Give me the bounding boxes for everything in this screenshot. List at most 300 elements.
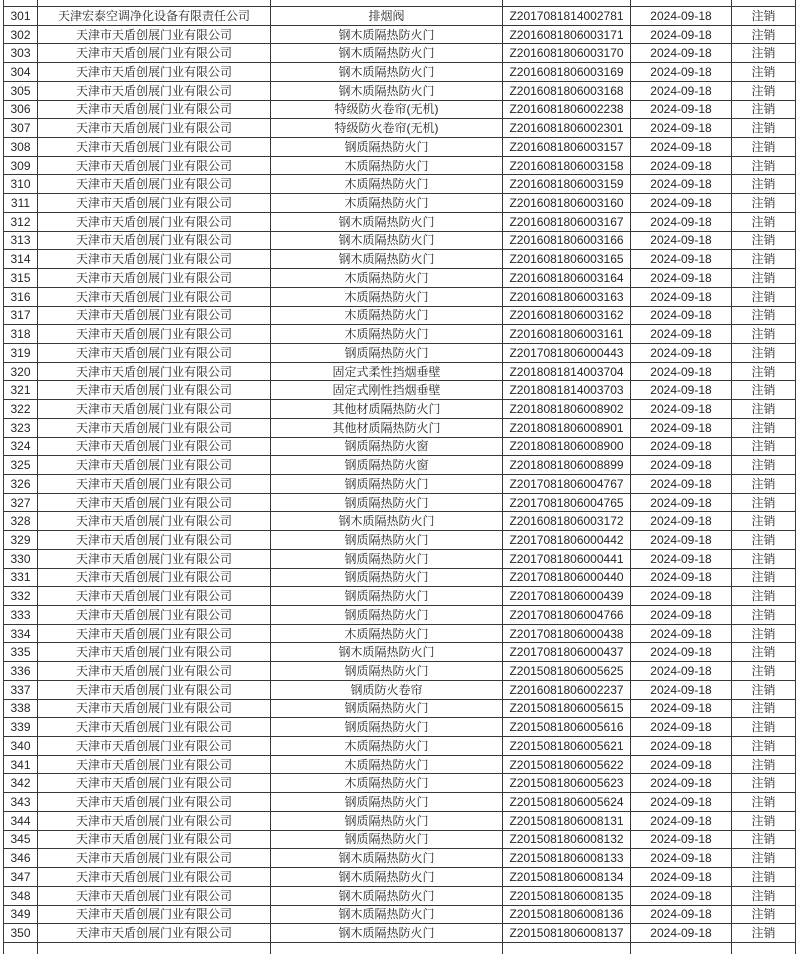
status-cell: 注销 bbox=[732, 793, 796, 812]
table-row bbox=[4, 905, 796, 924]
product-cell: 钢木质隔热防火门 bbox=[271, 868, 503, 887]
row-number-cell: 345 bbox=[4, 830, 38, 849]
product-cell: 钢木质隔热防火门 bbox=[271, 63, 503, 82]
table-row bbox=[4, 343, 796, 362]
status-cell: 注销 bbox=[732, 643, 796, 662]
product-cell: 钢质隔热防火门 bbox=[271, 474, 503, 493]
table-row bbox=[4, 793, 796, 812]
date-cell: 2024-09-18 bbox=[631, 25, 732, 44]
product-cell: 木质隔热防火门 bbox=[271, 287, 503, 306]
row-number-cell: 320 bbox=[4, 362, 38, 381]
product-cell: 其他材质隔热防火门 bbox=[271, 418, 503, 437]
status-cell: 注销 bbox=[732, 362, 796, 381]
date-cell: 2024-09-18 bbox=[631, 437, 732, 456]
product-cell: 特级防火卷帘(无机) bbox=[271, 119, 503, 138]
product-cell: 钢木质隔热防火门 bbox=[271, 250, 503, 269]
certificate-number-cell: Z2017081806004765 bbox=[503, 493, 631, 512]
date-cell: 2024-09-18 bbox=[631, 362, 732, 381]
certificate-number-cell: Z2016081806003158 bbox=[503, 156, 631, 175]
certificate-number-cell bbox=[503, 942, 631, 954]
table-row bbox=[4, 400, 796, 419]
row-number-cell: 309 bbox=[4, 156, 38, 175]
status-cell: 注销 bbox=[732, 587, 796, 606]
product-cell: 木质隔热防火门 bbox=[271, 156, 503, 175]
row-number-cell: 341 bbox=[4, 755, 38, 774]
table-row bbox=[4, 138, 796, 157]
date-cell: 2024-09-18 bbox=[631, 400, 732, 419]
certificate-number-cell: Z2015081806008133 bbox=[503, 849, 631, 868]
row-number-cell: 302 bbox=[4, 25, 38, 44]
row-number-cell: 338 bbox=[4, 699, 38, 718]
status-cell: 注销 bbox=[732, 175, 796, 194]
table-row bbox=[4, 531, 796, 550]
date-cell: 2024-09-18 bbox=[631, 737, 732, 756]
certificate-number-cell: Z2016081806002238 bbox=[503, 100, 631, 119]
date-cell: 2024-09-18 bbox=[631, 306, 732, 325]
certificate-records-table bbox=[3, 0, 796, 954]
certificate-number-cell: Z2016081806003169 bbox=[503, 63, 631, 82]
company-cell: 天津市天盾创展门业有限公司 bbox=[38, 793, 271, 812]
product-cell: 其他材质隔热防火门 bbox=[271, 400, 503, 419]
row-number-cell: 321 bbox=[4, 381, 38, 400]
status-cell: 注销 bbox=[732, 325, 796, 344]
table-row bbox=[4, 849, 796, 868]
status-cell: 注销 bbox=[732, 81, 796, 100]
product-cell: 钢质隔热防火门 bbox=[271, 343, 503, 362]
certificate-number-cell: Z2015081806005623 bbox=[503, 774, 631, 793]
row-number-cell: 348 bbox=[4, 886, 38, 905]
table-row bbox=[4, 269, 796, 288]
product-cell: 木质隔热防火门 bbox=[271, 175, 503, 194]
company-cell: 天津市天盾创展门业有限公司 bbox=[38, 138, 271, 157]
company-cell: 天津市天盾创展门业有限公司 bbox=[38, 25, 271, 44]
table-row bbox=[4, 830, 796, 849]
company-cell: 天津市天盾创展门业有限公司 bbox=[38, 811, 271, 830]
product-cell: 钢木质隔热防火门 bbox=[271, 25, 503, 44]
certificate-number-cell: Z2016081806002301 bbox=[503, 119, 631, 138]
row-number-cell: 325 bbox=[4, 456, 38, 475]
date-cell: 2024-09-18 bbox=[631, 924, 732, 943]
clipped-row-below bbox=[4, 942, 796, 954]
date-cell: 2024-09-18 bbox=[631, 886, 732, 905]
row-number-cell: 349 bbox=[4, 905, 38, 924]
status-cell: 注销 bbox=[732, 194, 796, 213]
certificate-number-cell: Z2016081806003167 bbox=[503, 212, 631, 231]
company-cell: 天津市天盾创展门业有限公司 bbox=[38, 269, 271, 288]
status-cell: 注销 bbox=[732, 343, 796, 362]
table-row bbox=[4, 156, 796, 175]
product-cell: 钢质隔热防火门 bbox=[271, 793, 503, 812]
company-cell: 天津市天盾创展门业有限公司 bbox=[38, 400, 271, 419]
company-cell: 天津宏泰空调净化设备有限责任公司 bbox=[38, 7, 271, 26]
company-cell: 天津市天盾创展门业有限公司 bbox=[38, 418, 271, 437]
table-row bbox=[4, 924, 796, 943]
company-cell: 天津市天盾创展门业有限公司 bbox=[38, 774, 271, 793]
company-cell: 天津市天盾创展门业有限公司 bbox=[38, 343, 271, 362]
date-cell: 2024-09-18 bbox=[631, 269, 732, 288]
certificate-number-cell: Z2015081806005624 bbox=[503, 793, 631, 812]
row-number-cell: 350 bbox=[4, 924, 38, 943]
certificate-number-cell: Z2015081806008134 bbox=[503, 868, 631, 887]
certificate-number-cell: Z2018081806008899 bbox=[503, 456, 631, 475]
table-row bbox=[4, 63, 796, 82]
product-cell: 钢木质隔热防火门 bbox=[271, 849, 503, 868]
table-row bbox=[4, 774, 796, 793]
status-cell: 注销 bbox=[732, 63, 796, 82]
product-cell: 钢木质隔热防火门 bbox=[271, 231, 503, 250]
row-number-cell: 336 bbox=[4, 662, 38, 681]
date-cell: 2024-09-18 bbox=[631, 175, 732, 194]
product-cell: 钢木质隔热防火门 bbox=[271, 44, 503, 63]
row-number-cell: 347 bbox=[4, 868, 38, 887]
company-cell: 天津市天盾创展门业有限公司 bbox=[38, 119, 271, 138]
certificate-number-cell: Z2016081806003161 bbox=[503, 325, 631, 344]
certificate-number-cell: Z2016081806003157 bbox=[503, 138, 631, 157]
product-cell: 钢质隔热防火门 bbox=[271, 531, 503, 550]
company-cell: 天津市天盾创展门业有限公司 bbox=[38, 493, 271, 512]
table-row bbox=[4, 606, 796, 625]
certificate-number-cell: Z2017081806000438 bbox=[503, 624, 631, 643]
row-number-cell: 318 bbox=[4, 325, 38, 344]
certificate-number-cell: Z2016081806003164 bbox=[503, 269, 631, 288]
status-cell: 注销 bbox=[732, 474, 796, 493]
date-cell: 2024-09-18 bbox=[631, 774, 732, 793]
certificate-number-cell: Z2016081806003168 bbox=[503, 81, 631, 100]
table-row bbox=[4, 119, 796, 138]
product-cell: 钢木质隔热防火门 bbox=[271, 905, 503, 924]
table-row bbox=[4, 662, 796, 681]
product-cell: 钢质隔热防火窗 bbox=[271, 437, 503, 456]
row-number-cell: 313 bbox=[4, 231, 38, 250]
status-cell: 注销 bbox=[732, 680, 796, 699]
table-body bbox=[4, 7, 796, 943]
company-cell: 天津市天盾创展门业有限公司 bbox=[38, 194, 271, 213]
product-cell: 钢质隔热防火门 bbox=[271, 549, 503, 568]
product-cell: 钢木质隔热防火门 bbox=[271, 886, 503, 905]
date-cell: 2024-09-18 bbox=[631, 474, 732, 493]
product-cell: 固定式柔性挡烟垂壁 bbox=[271, 362, 503, 381]
date-cell: 2024-09-18 bbox=[631, 138, 732, 157]
table-row bbox=[4, 437, 796, 456]
company-cell: 天津市天盾创展门业有限公司 bbox=[38, 100, 271, 119]
company-cell: 天津市天盾创展门业有限公司 bbox=[38, 63, 271, 82]
table-row bbox=[4, 287, 796, 306]
status-cell: 注销 bbox=[732, 231, 796, 250]
company-cell: 天津市天盾创展门业有限公司 bbox=[38, 886, 271, 905]
company-cell: 天津市天盾创展门业有限公司 bbox=[38, 81, 271, 100]
certificate-number-cell: Z2016081806003172 bbox=[503, 512, 631, 531]
certificate-number-cell: Z2018081814003704 bbox=[503, 362, 631, 381]
row-number-cell: 310 bbox=[4, 175, 38, 194]
status-cell: 注销 bbox=[732, 849, 796, 868]
partial-bottom-section bbox=[4, 942, 796, 954]
certificate-number-cell: Z2015081806008136 bbox=[503, 905, 631, 924]
date-cell: 2024-09-18 bbox=[631, 568, 732, 587]
status-cell: 注销 bbox=[732, 886, 796, 905]
date-cell: 2024-09-18 bbox=[631, 381, 732, 400]
company-cell: 天津市天盾创展门业有限公司 bbox=[38, 362, 271, 381]
company-cell: 天津市天盾创展门业有限公司 bbox=[38, 662, 271, 681]
row-number-cell: 305 bbox=[4, 81, 38, 100]
certificate-number-cell: Z2017081806000437 bbox=[503, 643, 631, 662]
date-cell: 2024-09-18 bbox=[631, 7, 732, 26]
certificate-number-cell: Z2015081806005622 bbox=[503, 755, 631, 774]
product-cell: 钢质隔热防火门 bbox=[271, 718, 503, 737]
row-number-cell: 337 bbox=[4, 680, 38, 699]
company-cell: 天津市天盾创展门业有限公司 bbox=[38, 437, 271, 456]
status-cell: 注销 bbox=[732, 737, 796, 756]
status-cell: 注销 bbox=[732, 512, 796, 531]
company-cell: 天津市天盾创展门业有限公司 bbox=[38, 905, 271, 924]
status-cell: 注销 bbox=[732, 531, 796, 550]
product-cell: 钢木质隔热防火门 bbox=[271, 512, 503, 531]
company-cell: 天津市天盾创展门业有限公司 bbox=[38, 868, 271, 887]
status-cell: 注销 bbox=[732, 718, 796, 737]
row-number-cell: 319 bbox=[4, 343, 38, 362]
table-row bbox=[4, 587, 796, 606]
table-row bbox=[4, 81, 796, 100]
row-number-cell: 306 bbox=[4, 100, 38, 119]
certificate-number-cell: Z2017081806004766 bbox=[503, 606, 631, 625]
date-cell: 2024-09-18 bbox=[631, 793, 732, 812]
product-cell: 木质隔热防火门 bbox=[271, 269, 503, 288]
certificate-number-cell: Z2015081806008132 bbox=[503, 830, 631, 849]
row-number-cell: 342 bbox=[4, 774, 38, 793]
row-number-cell: 314 bbox=[4, 250, 38, 269]
certificate-number-cell: Z2015081806005615 bbox=[503, 699, 631, 718]
certificate-number-cell: Z2016081806003166 bbox=[503, 231, 631, 250]
table-row bbox=[4, 680, 796, 699]
certificate-number-cell: Z2016081806003171 bbox=[503, 25, 631, 44]
company-cell: 天津市天盾创展门业有限公司 bbox=[38, 624, 271, 643]
table-row bbox=[4, 549, 796, 568]
certificate-number-cell: Z2018081806008901 bbox=[503, 418, 631, 437]
status-cell: 注销 bbox=[732, 662, 796, 681]
row-number-cell: 333 bbox=[4, 606, 38, 625]
row-number-cell: 340 bbox=[4, 737, 38, 756]
table-row bbox=[4, 25, 796, 44]
certificate-number-cell: Z2017081806000440 bbox=[503, 568, 631, 587]
date-cell: 2024-09-18 bbox=[631, 63, 732, 82]
row-number-cell: 334 bbox=[4, 624, 38, 643]
product-cell: 木质隔热防火门 bbox=[271, 774, 503, 793]
table-row bbox=[4, 886, 796, 905]
table-row bbox=[4, 643, 796, 662]
row-number-cell: 326 bbox=[4, 474, 38, 493]
table-row bbox=[4, 362, 796, 381]
product-cell: 钢质隔热防火门 bbox=[271, 568, 503, 587]
row-number-cell: 329 bbox=[4, 531, 38, 550]
date-cell: 2024-09-18 bbox=[631, 325, 732, 344]
row-number-cell: 315 bbox=[4, 269, 38, 288]
status-cell: 注销 bbox=[732, 549, 796, 568]
product-cell: 木质隔热防火门 bbox=[271, 306, 503, 325]
certificate-number-cell: Z2015081806008131 bbox=[503, 811, 631, 830]
table-row bbox=[4, 7, 796, 26]
product-cell: 钢质隔热防火门 bbox=[271, 830, 503, 849]
status-cell: 注销 bbox=[732, 269, 796, 288]
status-cell: 注销 bbox=[732, 493, 796, 512]
certificate-number-cell: Z2015081806005621 bbox=[503, 737, 631, 756]
company-cell: 天津市天盾创展门业有限公司 bbox=[38, 44, 271, 63]
certificate-number-cell: Z2017081806000442 bbox=[503, 531, 631, 550]
status-cell: 注销 bbox=[732, 7, 796, 26]
table-row bbox=[4, 755, 796, 774]
certificate-number-cell: Z2016081806003165 bbox=[503, 250, 631, 269]
status-cell: 注销 bbox=[732, 868, 796, 887]
table-row bbox=[4, 718, 796, 737]
date-cell: 2024-09-18 bbox=[631, 100, 732, 119]
date-cell: 2024-09-18 bbox=[631, 606, 732, 625]
date-cell: 2024-09-18 bbox=[631, 231, 732, 250]
company-cell: 天津市天盾创展门业有限公司 bbox=[38, 175, 271, 194]
status-cell: 注销 bbox=[732, 250, 796, 269]
company-cell: 天津市天盾创展门业有限公司 bbox=[38, 830, 271, 849]
table-row bbox=[4, 381, 796, 400]
table-row bbox=[4, 624, 796, 643]
table-row bbox=[4, 568, 796, 587]
product-cell: 木质隔热防火门 bbox=[271, 325, 503, 344]
date-cell: 2024-09-18 bbox=[631, 493, 732, 512]
product-cell: 固定式刚性挡烟垂壁 bbox=[271, 381, 503, 400]
certificate-number-cell: Z2016081806003160 bbox=[503, 194, 631, 213]
table-row bbox=[4, 44, 796, 63]
certificate-number-cell: Z2016081806003163 bbox=[503, 287, 631, 306]
certificate-number-cell: Z2017081806000443 bbox=[503, 343, 631, 362]
company-cell: 天津市天盾创展门业有限公司 bbox=[38, 680, 271, 699]
date-cell: 2024-09-18 bbox=[631, 849, 732, 868]
row-number-cell: 312 bbox=[4, 212, 38, 231]
date-cell: 2024-09-18 bbox=[631, 418, 732, 437]
table-row bbox=[4, 811, 796, 830]
product-cell: 钢木质隔热防火门 bbox=[271, 924, 503, 943]
status-cell: 注销 bbox=[732, 774, 796, 793]
date-cell: 2024-09-18 bbox=[631, 119, 732, 138]
status-cell: 注销 bbox=[732, 811, 796, 830]
table-row bbox=[4, 194, 796, 213]
row-number-cell: 316 bbox=[4, 287, 38, 306]
company-cell: 天津市天盾创展门业有限公司 bbox=[38, 531, 271, 550]
company-cell: 天津市天盾创展门业有限公司 bbox=[38, 306, 271, 325]
company-cell: 天津市天盾创展门业有限公司 bbox=[38, 456, 271, 475]
product-cell: 特级防火卷帘(无机) bbox=[271, 100, 503, 119]
status-cell: 注销 bbox=[732, 568, 796, 587]
certificate-number-cell: Z2015081806005625 bbox=[503, 662, 631, 681]
status-cell: 注销 bbox=[732, 381, 796, 400]
date-cell: 2024-09-18 bbox=[631, 343, 732, 362]
status-cell: 注销 bbox=[732, 418, 796, 437]
status-cell: 注销 bbox=[732, 287, 796, 306]
status-cell: 注销 bbox=[732, 400, 796, 419]
status-cell: 注销 bbox=[732, 905, 796, 924]
company-cell: 天津市天盾创展门业有限公司 bbox=[38, 718, 271, 737]
row-number-cell: 317 bbox=[4, 306, 38, 325]
product-cell: 钢质隔热防火窗 bbox=[271, 456, 503, 475]
company-cell: 天津市天盾创展门业有限公司 bbox=[38, 212, 271, 231]
certificate-number-cell: Z2017081814002781 bbox=[503, 7, 631, 26]
certificate-number-cell: Z2017081806000441 bbox=[503, 549, 631, 568]
date-cell: 2024-09-18 bbox=[631, 512, 732, 531]
product-cell: 钢质隔热防火门 bbox=[271, 811, 503, 830]
table-row bbox=[4, 325, 796, 344]
status-cell: 注销 bbox=[732, 456, 796, 475]
certificate-number-cell: Z2015081806008137 bbox=[503, 924, 631, 943]
row-number-cell bbox=[4, 942, 38, 954]
certificate-number-cell: Z2017081806000439 bbox=[503, 587, 631, 606]
certificate-number-cell: Z2016081806003170 bbox=[503, 44, 631, 63]
company-cell: 天津市天盾创展门业有限公司 bbox=[38, 287, 271, 306]
row-number-cell: 335 bbox=[4, 643, 38, 662]
date-cell: 2024-09-18 bbox=[631, 194, 732, 213]
table-row bbox=[4, 699, 796, 718]
date-cell: 2024-09-18 bbox=[631, 44, 732, 63]
table-row bbox=[4, 512, 796, 531]
date-cell: 2024-09-18 bbox=[631, 212, 732, 231]
date-cell: 2024-09-18 bbox=[631, 755, 732, 774]
product-cell: 钢质隔热防火门 bbox=[271, 662, 503, 681]
date-cell bbox=[631, 942, 732, 954]
company-cell: 天津市天盾创展门业有限公司 bbox=[38, 755, 271, 774]
row-number-cell: 303 bbox=[4, 44, 38, 63]
product-cell: 钢木质隔热防火门 bbox=[271, 643, 503, 662]
table-row bbox=[4, 418, 796, 437]
status-cell: 注销 bbox=[732, 119, 796, 138]
product-cell: 木质隔热防火门 bbox=[271, 755, 503, 774]
row-number-cell: 344 bbox=[4, 811, 38, 830]
row-number-cell: 324 bbox=[4, 437, 38, 456]
company-cell: 天津市天盾创展门业有限公司 bbox=[38, 643, 271, 662]
date-cell: 2024-09-18 bbox=[631, 868, 732, 887]
company-cell: 天津市天盾创展门业有限公司 bbox=[38, 549, 271, 568]
table-row bbox=[4, 737, 796, 756]
company-cell: 天津市天盾创展门业有限公司 bbox=[38, 587, 271, 606]
product-cell: 钢质隔热防火门 bbox=[271, 138, 503, 157]
product-cell: 钢质隔热防火门 bbox=[271, 606, 503, 625]
company-cell: 天津市天盾创展门业有限公司 bbox=[38, 231, 271, 250]
company-cell: 天津市天盾创展门业有限公司 bbox=[38, 849, 271, 868]
table-row bbox=[4, 493, 796, 512]
product-cell: 钢质隔热防火门 bbox=[271, 587, 503, 606]
date-cell: 2024-09-18 bbox=[631, 830, 732, 849]
date-cell: 2024-09-18 bbox=[631, 662, 732, 681]
certificate-number-cell: Z2016081806003162 bbox=[503, 306, 631, 325]
company-cell: 天津市天盾创展门业有限公司 bbox=[38, 924, 271, 943]
table-row bbox=[4, 868, 796, 887]
product-cell: 排烟阀 bbox=[271, 7, 503, 26]
status-cell: 注销 bbox=[732, 138, 796, 157]
date-cell: 2024-09-18 bbox=[631, 587, 732, 606]
company-cell: 天津市天盾创展门业有限公司 bbox=[38, 250, 271, 269]
row-number-cell: 343 bbox=[4, 793, 38, 812]
company-cell: 天津市天盾创展门业有限公司 bbox=[38, 381, 271, 400]
certificate-number-cell: Z2018081806008902 bbox=[503, 400, 631, 419]
table-row bbox=[4, 306, 796, 325]
row-number-cell: 301 bbox=[4, 7, 38, 26]
date-cell: 2024-09-18 bbox=[631, 624, 732, 643]
row-number-cell: 330 bbox=[4, 549, 38, 568]
row-number-cell: 331 bbox=[4, 568, 38, 587]
certificate-number-cell: Z2018081814003703 bbox=[503, 381, 631, 400]
certificate-number-cell: Z2015081806005616 bbox=[503, 718, 631, 737]
company-cell: 天津市天盾创展门业有限公司 bbox=[38, 156, 271, 175]
table-row bbox=[4, 474, 796, 493]
product-cell: 木质隔热防火门 bbox=[271, 737, 503, 756]
table-row bbox=[4, 456, 796, 475]
company-cell: 天津市天盾创展门业有限公司 bbox=[38, 606, 271, 625]
row-number-cell: 323 bbox=[4, 418, 38, 437]
status-cell: 注销 bbox=[732, 437, 796, 456]
certificate-number-cell: Z2018081806008900 bbox=[503, 437, 631, 456]
